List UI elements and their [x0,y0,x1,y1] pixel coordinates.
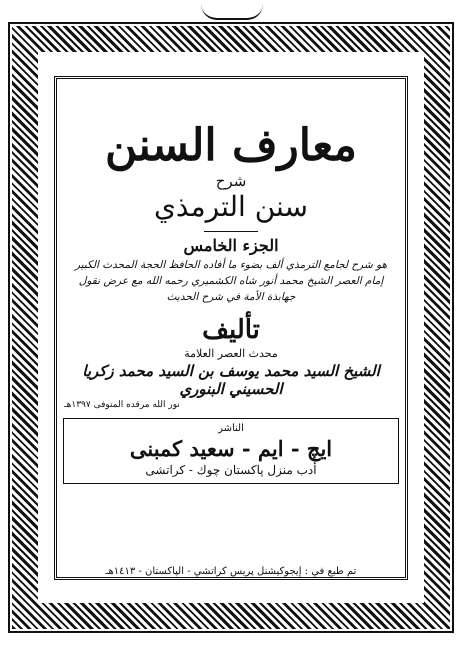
publisher-address: أدب منزل پاكستان چوك - كراتشى [145,462,317,477]
book-subtitle: سنن الترمذي [154,190,308,223]
author-died: نور الله مرقده المتوفى ١٣٩٧هـ [64,399,180,410]
sharh-label: شرح [215,172,247,190]
imprint-line: تم طبع في : إيجوكيشنل پريس كراتشي - الپاكستان - ١٤١٣هـ [105,566,357,577]
publisher-box [63,418,399,484]
volume-label: الجزء الخامس [183,235,279,255]
publisher-name: ايچ - ايم - سعيد كمبنى [129,435,333,461]
publisher-label: الناشر [218,422,244,434]
book-title: معارف السنن [104,120,358,171]
divider [204,231,258,232]
author-epithet: محدث العصر العلامة [184,346,278,360]
author-name: الشيخ السيد محمد يوسف بن السيد محمد زكريا الحسيني البنوري [82,361,380,398]
top-crown-ornament [201,4,263,20]
taalif-label: تأليف [202,314,260,345]
title-block [60,82,402,574]
book-description: هو شرح لجامع الترمذي ألف بضوء ما أفاده الحافظ الحجة المحدث الكبير إمام العصر الشيخ محمد أنور شاه الكشميري رحمه الله مع عرض نقول جهابذة الأمة في شرح الحديث [74,258,388,303]
